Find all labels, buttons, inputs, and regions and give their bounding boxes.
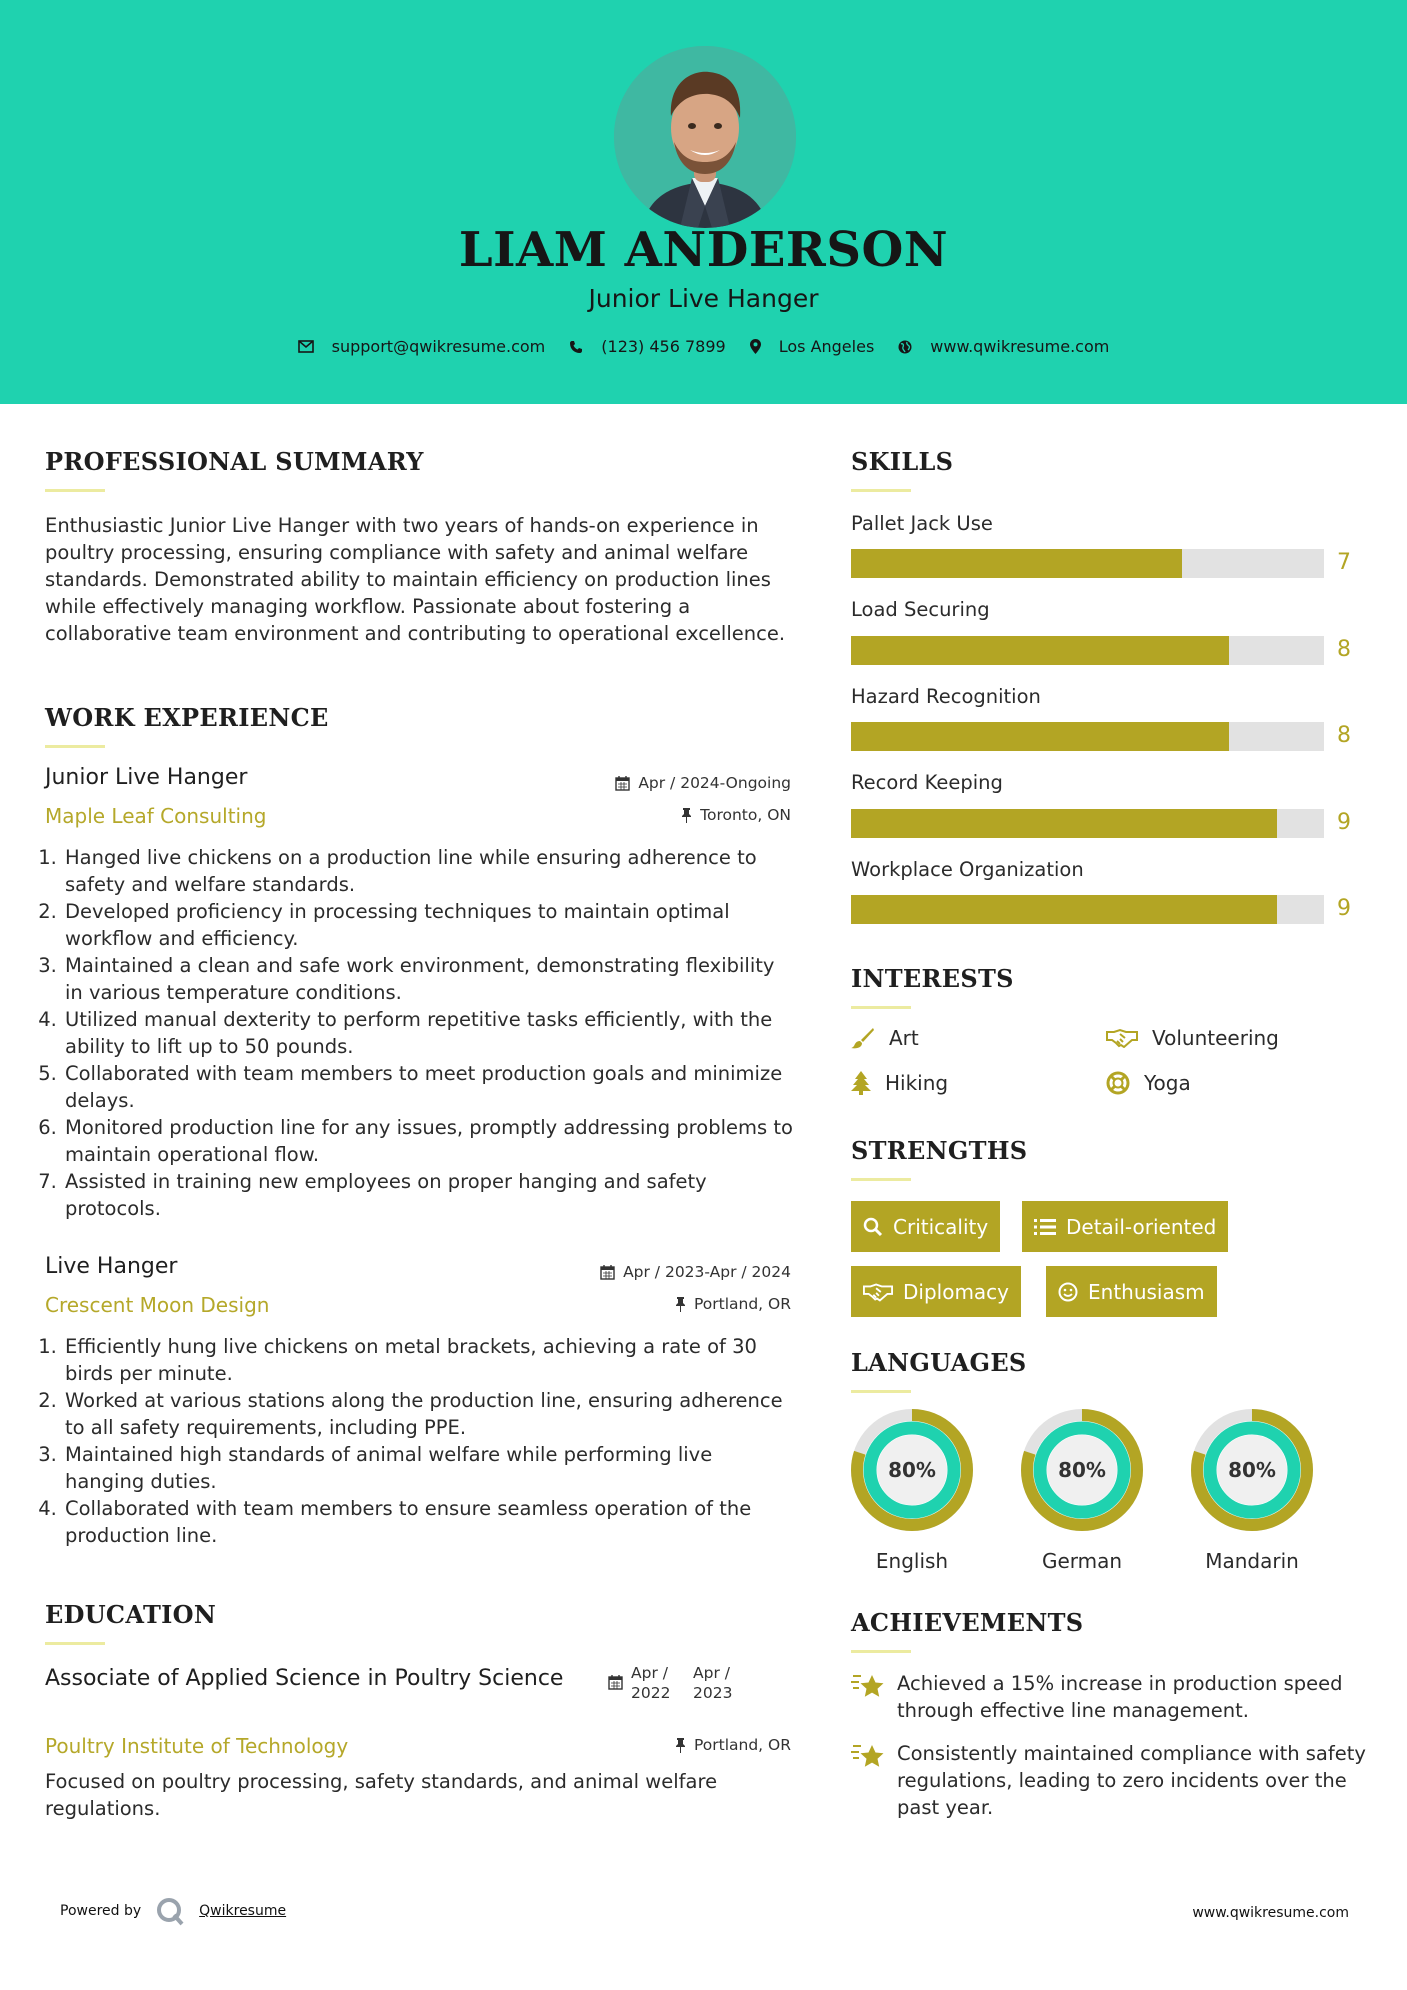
skill-bar-fill bbox=[851, 549, 1182, 578]
achievement-item bbox=[851, 1740, 1371, 1821]
education-heading: EDUCATION bbox=[45, 1600, 217, 1629]
summary-text: Enthusiastic Junior Live Hanger with two years of hands-on experience in poultry processing, ensuring compliance with safety and animal welfare standards. Demonstrated ability to maintain efficiency on production lines while effectively managing workflow. Passionate about fostering a collaborative team environment and contributing to operational excellence. bbox=[45, 514, 786, 645]
profile-photo bbox=[614, 46, 796, 228]
footer-powered-by bbox=[60, 1896, 286, 1926]
strength-tag bbox=[1046, 1266, 1217, 1317]
star-badge-icon bbox=[851, 1672, 885, 1700]
interest-volunteering bbox=[1106, 1026, 1279, 1050]
skill-bar-fill bbox=[851, 895, 1277, 924]
tree-icon bbox=[851, 1071, 871, 1095]
job-bullets bbox=[45, 1333, 795, 1549]
skill-name: Hazard Recognition bbox=[851, 685, 1041, 708]
strengths-heading: STRENGTHS bbox=[851, 1136, 1028, 1165]
experience-heading: WORK EXPERIENCE bbox=[45, 703, 329, 732]
email-text: support@qwikresume.com bbox=[331, 337, 546, 356]
interest-label: Hiking bbox=[885, 1071, 949, 1095]
paintbrush-icon bbox=[851, 1027, 875, 1049]
skill-bar-fill bbox=[851, 722, 1229, 751]
contact-phone[interactable] bbox=[569, 337, 725, 356]
contact-website[interactable] bbox=[898, 337, 1109, 356]
strength-label: Diplomacy bbox=[903, 1279, 1010, 1304]
skill-bar-fill bbox=[851, 809, 1277, 838]
achievement-item bbox=[851, 1670, 1371, 1724]
resume-header bbox=[0, 0, 1407, 404]
strength-tag bbox=[1022, 1201, 1228, 1252]
achievement-text: Achieved a 15% increase in production speed through effective line management. bbox=[897, 1672, 1343, 1722]
education-description: Focused on poultry processing, safety standards, and animal welfare regulations. bbox=[45, 1770, 718, 1820]
list-item: 2. Worked at various stations along the production line, ensuring adherence to all safety requirements, including PPE. bbox=[63, 1387, 795, 1441]
job-location-text: Portland, OR bbox=[693, 1295, 791, 1313]
job-company: Maple Leaf Consulting bbox=[45, 804, 267, 828]
location-text: Los Angeles bbox=[778, 337, 875, 356]
website-text: www.qwikresume.com bbox=[930, 337, 1110, 356]
handshake-icon bbox=[1106, 1028, 1138, 1048]
skill-level: 9 bbox=[1337, 896, 1351, 921]
skill-name: Record Keeping bbox=[851, 771, 1003, 794]
experience-divider bbox=[45, 745, 105, 748]
strength-tag bbox=[851, 1201, 1000, 1252]
list-item: 3. Maintained a clean and safe work environment, demonstrating flexibility in various temperature conditions. bbox=[63, 952, 795, 1006]
footer-brand-link[interactable]: Qwikresume bbox=[199, 1903, 287, 1919]
language-item bbox=[1021, 1409, 1143, 1573]
handshake-icon bbox=[863, 1282, 893, 1302]
list-item: 5. Collaborated with team members to meet production goals and minimize delays. bbox=[63, 1060, 795, 1114]
lifebuoy-icon bbox=[1106, 1071, 1130, 1095]
list-icon bbox=[1034, 1218, 1056, 1236]
strengths-divider bbox=[851, 1178, 911, 1181]
education-divider bbox=[45, 1642, 105, 1645]
school-name: Poultry Institute of Technology bbox=[45, 1734, 349, 1758]
interests-heading: INTERESTS bbox=[851, 964, 1014, 993]
languages-divider bbox=[851, 1390, 911, 1393]
interests-divider bbox=[851, 1006, 911, 1009]
skill-bar bbox=[851, 636, 1324, 665]
education-dates bbox=[608, 1663, 741, 1703]
star-badge-icon bbox=[851, 1742, 885, 1770]
language-name: German bbox=[1041, 1549, 1123, 1573]
candidate-name: LIAM ANDERSON bbox=[458, 222, 949, 278]
qwikresume-logo-icon bbox=[155, 1896, 185, 1926]
contact-info bbox=[0, 337, 1407, 356]
skill-level: 7 bbox=[1337, 550, 1351, 575]
calendar-icon bbox=[608, 1675, 623, 1690]
calendar-icon bbox=[600, 1265, 615, 1280]
interest-label: Yoga bbox=[1144, 1071, 1191, 1095]
job-location bbox=[681, 806, 791, 824]
contact-email[interactable] bbox=[298, 337, 546, 356]
interest-label: Volunteering bbox=[1152, 1026, 1279, 1050]
phone-text: (123) 456 7899 bbox=[601, 337, 726, 356]
skills-heading: SKILLS bbox=[851, 447, 954, 476]
achievement-text: Consistently maintained compliance with safety regulations, leading to zero incidents over the past year. bbox=[897, 1742, 1366, 1819]
language-percent: 80% bbox=[1058, 1458, 1106, 1482]
globe-icon bbox=[898, 340, 912, 354]
job-title: Junior Live Hanger bbox=[45, 765, 248, 790]
language-item bbox=[1191, 1409, 1313, 1573]
pushpin-icon bbox=[675, 1297, 686, 1312]
list-item: 4. Utilized manual dexterity to perform repetitive tasks efficiently, with the ability to lift up to 50 pounds. bbox=[63, 1006, 795, 1060]
calendar-icon bbox=[615, 776, 630, 791]
skill-name: Workplace Organization bbox=[851, 858, 1084, 881]
skills-divider bbox=[851, 489, 911, 492]
search-icon bbox=[863, 1217, 883, 1237]
education-location-text: Portland, OR bbox=[693, 1736, 791, 1754]
skill-name: Load Securing bbox=[851, 598, 990, 621]
interest-art bbox=[851, 1026, 919, 1050]
job-location bbox=[675, 1295, 791, 1313]
language-ring bbox=[1191, 1409, 1313, 1531]
interest-hiking bbox=[851, 1071, 948, 1095]
list-item: 6. Monitored production line for any issues, promptly addressing problems to maintain operational flow. bbox=[63, 1114, 795, 1168]
job-title: Live Hanger bbox=[45, 1254, 178, 1279]
language-percent: 80% bbox=[1228, 1458, 1276, 1482]
job-date-text: Apr / 2024-Ongoing bbox=[638, 774, 791, 792]
list-item: 1. Hanged live chickens on a production line while ensuring adherence to safety and welfare standards. bbox=[63, 844, 795, 898]
footer-website[interactable]: www.qwikresume.com bbox=[1192, 1905, 1349, 1921]
education-start: Apr / 2022 bbox=[631, 1664, 671, 1702]
job-date-text: Apr / 2023-Apr / 2024 bbox=[623, 1263, 791, 1281]
summary-heading: PROFESSIONAL SUMMARY bbox=[45, 447, 424, 476]
achievements-divider bbox=[851, 1650, 911, 1653]
language-name: English bbox=[875, 1549, 949, 1573]
skill-level: 8 bbox=[1337, 637, 1351, 662]
job-date bbox=[615, 774, 791, 792]
skill-level: 8 bbox=[1337, 723, 1351, 748]
skill-bar bbox=[851, 722, 1324, 751]
language-percent: 80% bbox=[888, 1458, 936, 1482]
languages-heading: LANGUAGES bbox=[851, 1348, 1027, 1377]
job-location-text: Toronto, ON bbox=[700, 806, 791, 824]
skill-bar bbox=[851, 895, 1324, 924]
summary-divider bbox=[45, 489, 105, 492]
strength-label: Enthusiasm bbox=[1088, 1279, 1205, 1304]
contact-location bbox=[750, 337, 875, 356]
skill-bar-fill bbox=[851, 636, 1229, 665]
map-pin-icon bbox=[750, 339, 761, 354]
interest-yoga bbox=[1106, 1071, 1191, 1095]
language-item bbox=[851, 1409, 973, 1573]
list-item: 7. Assisted in training new employees on proper hanging and safety protocols. bbox=[63, 1168, 795, 1222]
powered-by-label: Powered by bbox=[60, 1903, 142, 1919]
pushpin-icon bbox=[675, 1738, 686, 1753]
job-bullets bbox=[45, 844, 795, 1222]
smile-icon bbox=[1058, 1282, 1078, 1302]
education-location bbox=[675, 1736, 791, 1754]
language-ring bbox=[1021, 1409, 1143, 1531]
interest-label: Art bbox=[889, 1026, 919, 1050]
list-item: 2. Developed proficiency in processing techniques to maintain optimal workflow and efficiency. bbox=[63, 898, 795, 952]
degree-title: Associate of Applied Science in Poultry Science bbox=[45, 1666, 564, 1691]
skill-name: Pallet Jack Use bbox=[851, 512, 993, 535]
skill-bar bbox=[851, 809, 1324, 838]
list-item: 4. Collaborated with team members to ensure seamless operation of the production line. bbox=[63, 1495, 795, 1549]
skill-level: 9 bbox=[1337, 810, 1351, 835]
strength-label: Detail-oriented bbox=[1066, 1214, 1217, 1239]
language-ring bbox=[851, 1409, 973, 1531]
language-name: Mandarin bbox=[1205, 1549, 1299, 1573]
phone-icon bbox=[569, 340, 583, 354]
candidate-title: Junior Live Hanger bbox=[588, 284, 819, 313]
education-end: Apr / 2023 bbox=[693, 1664, 733, 1702]
job-date bbox=[600, 1263, 791, 1281]
strength-label: Criticality bbox=[893, 1214, 989, 1239]
envelope-icon bbox=[298, 340, 314, 353]
list-item: 1. Efficiently hung live chickens on metal brackets, achieving a rate of 30 birds per minute. bbox=[63, 1333, 795, 1387]
strength-tag bbox=[851, 1266, 1021, 1317]
achievements-heading: ACHIEVEMENTS bbox=[851, 1608, 1084, 1637]
job-company: Crescent Moon Design bbox=[45, 1293, 270, 1317]
pushpin-icon bbox=[681, 808, 692, 823]
list-item: 3. Maintained high standards of animal welfare while performing live hanging duties. bbox=[63, 1441, 795, 1495]
skill-bar bbox=[851, 549, 1324, 578]
